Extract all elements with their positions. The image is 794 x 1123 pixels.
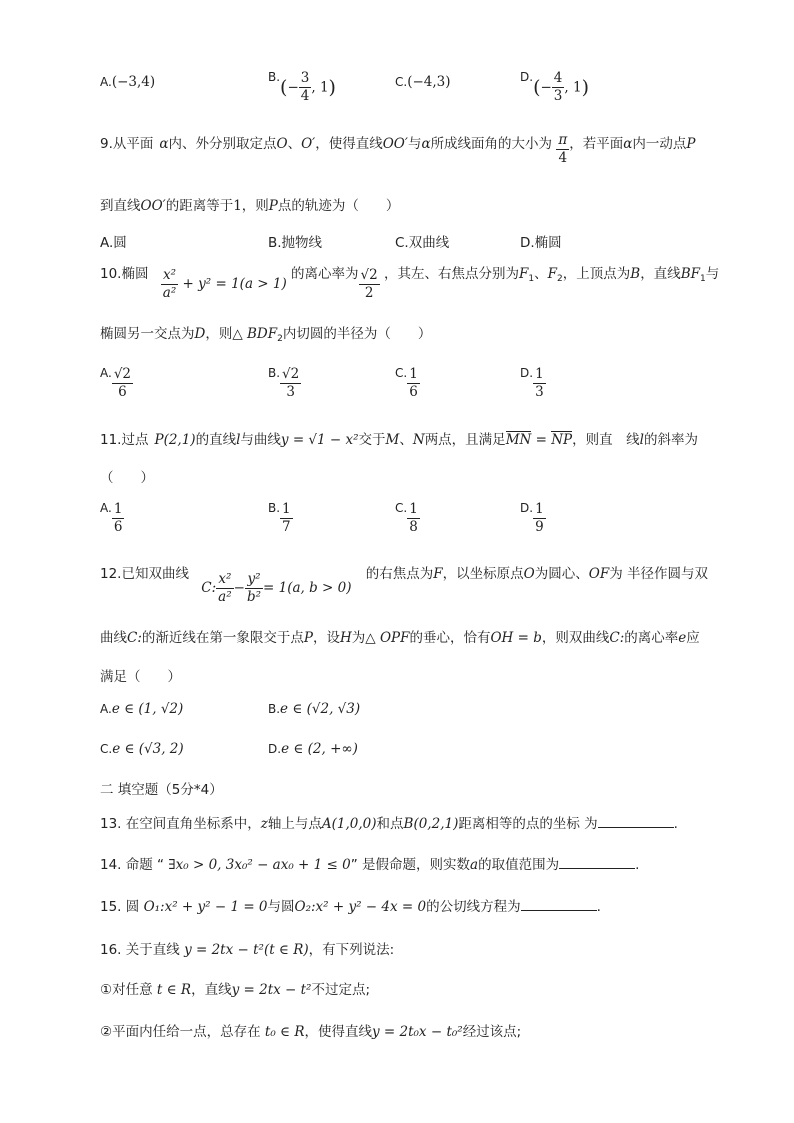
- option-value: (−3,4): [111, 74, 156, 90]
- option-label: D.: [520, 70, 534, 84]
- q11-option-a[interactable]: A. $\frac{1}{6}$: [100, 501, 123, 535]
- q9-option-b[interactable]: B.抛物线: [268, 235, 323, 251]
- q8-option-b[interactable]: B.(− $\frac{3}{4}$ , 1): [268, 70, 336, 104]
- q12-option-c[interactable]: C.e ∈ (√3, 2): [100, 741, 184, 757]
- q16: 16. 关于直线 y = 2tx − t²(t ∈ R)，有下列说法:: [100, 942, 395, 958]
- q12-option-d[interactable]: D.e ∈ (2, +∞): [268, 741, 358, 757]
- q11-line2: （ ）: [100, 470, 154, 486]
- q10-line2: 椭圆另一交点为D，则△ $BDF_2$内切圆的半径为（ ）: [100, 326, 432, 344]
- fraction: $\frac{4}{3}$: [553, 70, 563, 104]
- option-label: A.: [100, 75, 112, 89]
- q9-option-d[interactable]: D.椭圆: [520, 235, 562, 251]
- q14: 14. 命题 “ ∃x₀ > 0, 3x₀² − ax₀ + 1 ≤ 0” 是假命题，则实数a的取值范围为 .: [100, 853, 639, 873]
- section-heading: 二 填空题（5分*4）: [100, 782, 223, 798]
- q16-statement-1: ①对任意 t ∈ R，直线y = 2tx − t²不过定点;: [100, 982, 371, 998]
- answer-blank[interactable]: [598, 813, 674, 828]
- q8-option-c[interactable]: [395, 74, 451, 90]
- q8-option-d[interactable]: D.(− $\frac{4}{3}$ , 1): [520, 70, 589, 104]
- q9-option-c[interactable]: C.双曲线: [395, 235, 450, 251]
- q11-option-c[interactable]: C. $\frac{1}{8}$: [395, 501, 418, 535]
- q12-option-a[interactable]: A.e ∈ (1, √2): [100, 701, 184, 717]
- q9-line1: 9.从平面 α内、外分别取定点O、O′，使得直线OO′与α所成线面角的大小为 $\frac{\pi}{4}$ ，若平面α内一动点P: [100, 132, 696, 166]
- q10-option-d[interactable]: D. $\frac{1}{3}$: [520, 366, 544, 400]
- q8-option-a[interactable]: [100, 74, 155, 90]
- q12-line3: 满足（ ）: [100, 669, 181, 685]
- option-label: C.: [395, 75, 408, 89]
- q12-line2: 曲线C:的渐近线在第一象限交于点P，设H为△ OPF的垂心，恰有OH = b，则双曲线C:的离心率e应: [100, 630, 700, 646]
- q10-option-b[interactable]: B. $\frac{√2}{3}$: [268, 366, 300, 400]
- q16-statement-2: ②平面内任给一点，总存在 t₀ ∈ R，使得直线y = 2t₀x − t₀²经过该点;: [100, 1024, 522, 1040]
- q10-option-a[interactable]: A. $\frac{√2}{6}$: [100, 366, 132, 400]
- option-value: (−4,3): [407, 74, 451, 90]
- q9-option-a[interactable]: A.圆: [100, 235, 127, 251]
- q15: 15. 圆 O₁:x² + y² − 1 = 0与圆O₂:x² + y² − 4x = 0的公切线方程为 .: [100, 895, 601, 915]
- q11-option-d[interactable]: D. $\frac{1}{9}$: [520, 501, 544, 535]
- q9-line2: 到直线OO′的距离等于1，则P点的轨迹为（ ）: [100, 198, 400, 214]
- q10-line1: 10.椭圆 $\frac{\text{x²}}{\text{a²}}$ + y² = 1(a > 1) 的离心率为 $\frac{√2}{2}$ ，其左、右焦点分别为$F_1$、$F_2$，上顶点为B，直线$BF_1$与: [100, 266, 720, 301]
- answer-blank[interactable]: [521, 896, 597, 911]
- q13: 13. 在空间直角坐标系中，z轴上与点A(1,0,0)和点B(0,2,1)距离相等的点的坐标 为 .: [100, 812, 678, 832]
- option-label: B.: [268, 70, 281, 84]
- q11-line1: 11.过点 P(2,1)的直线l与曲线y = √1 − x²交于M、N两点，且满足MN = NP，则直 线l的斜率为: [100, 432, 698, 448]
- q12-line1: 12.已知双曲线 C: $\frac{\text{x²}}{\text{a²}}$ − $\frac{\text{y²}}{\text{b²}}$ = 1(a, b > 0) 的右焦点为F，以坐标原点O为圆心、OF为 半径作圆与双: [100, 566, 708, 605]
- fraction: $\frac{3}{4}$: [300, 70, 310, 104]
- q12-option-b[interactable]: B.e ∈ (√2, √3): [268, 701, 361, 717]
- answer-blank[interactable]: [559, 854, 635, 869]
- q10-option-c[interactable]: C. $\frac{1}{6}$: [395, 366, 418, 400]
- q11-option-b[interactable]: B. $\frac{1}{7}$: [268, 501, 291, 535]
